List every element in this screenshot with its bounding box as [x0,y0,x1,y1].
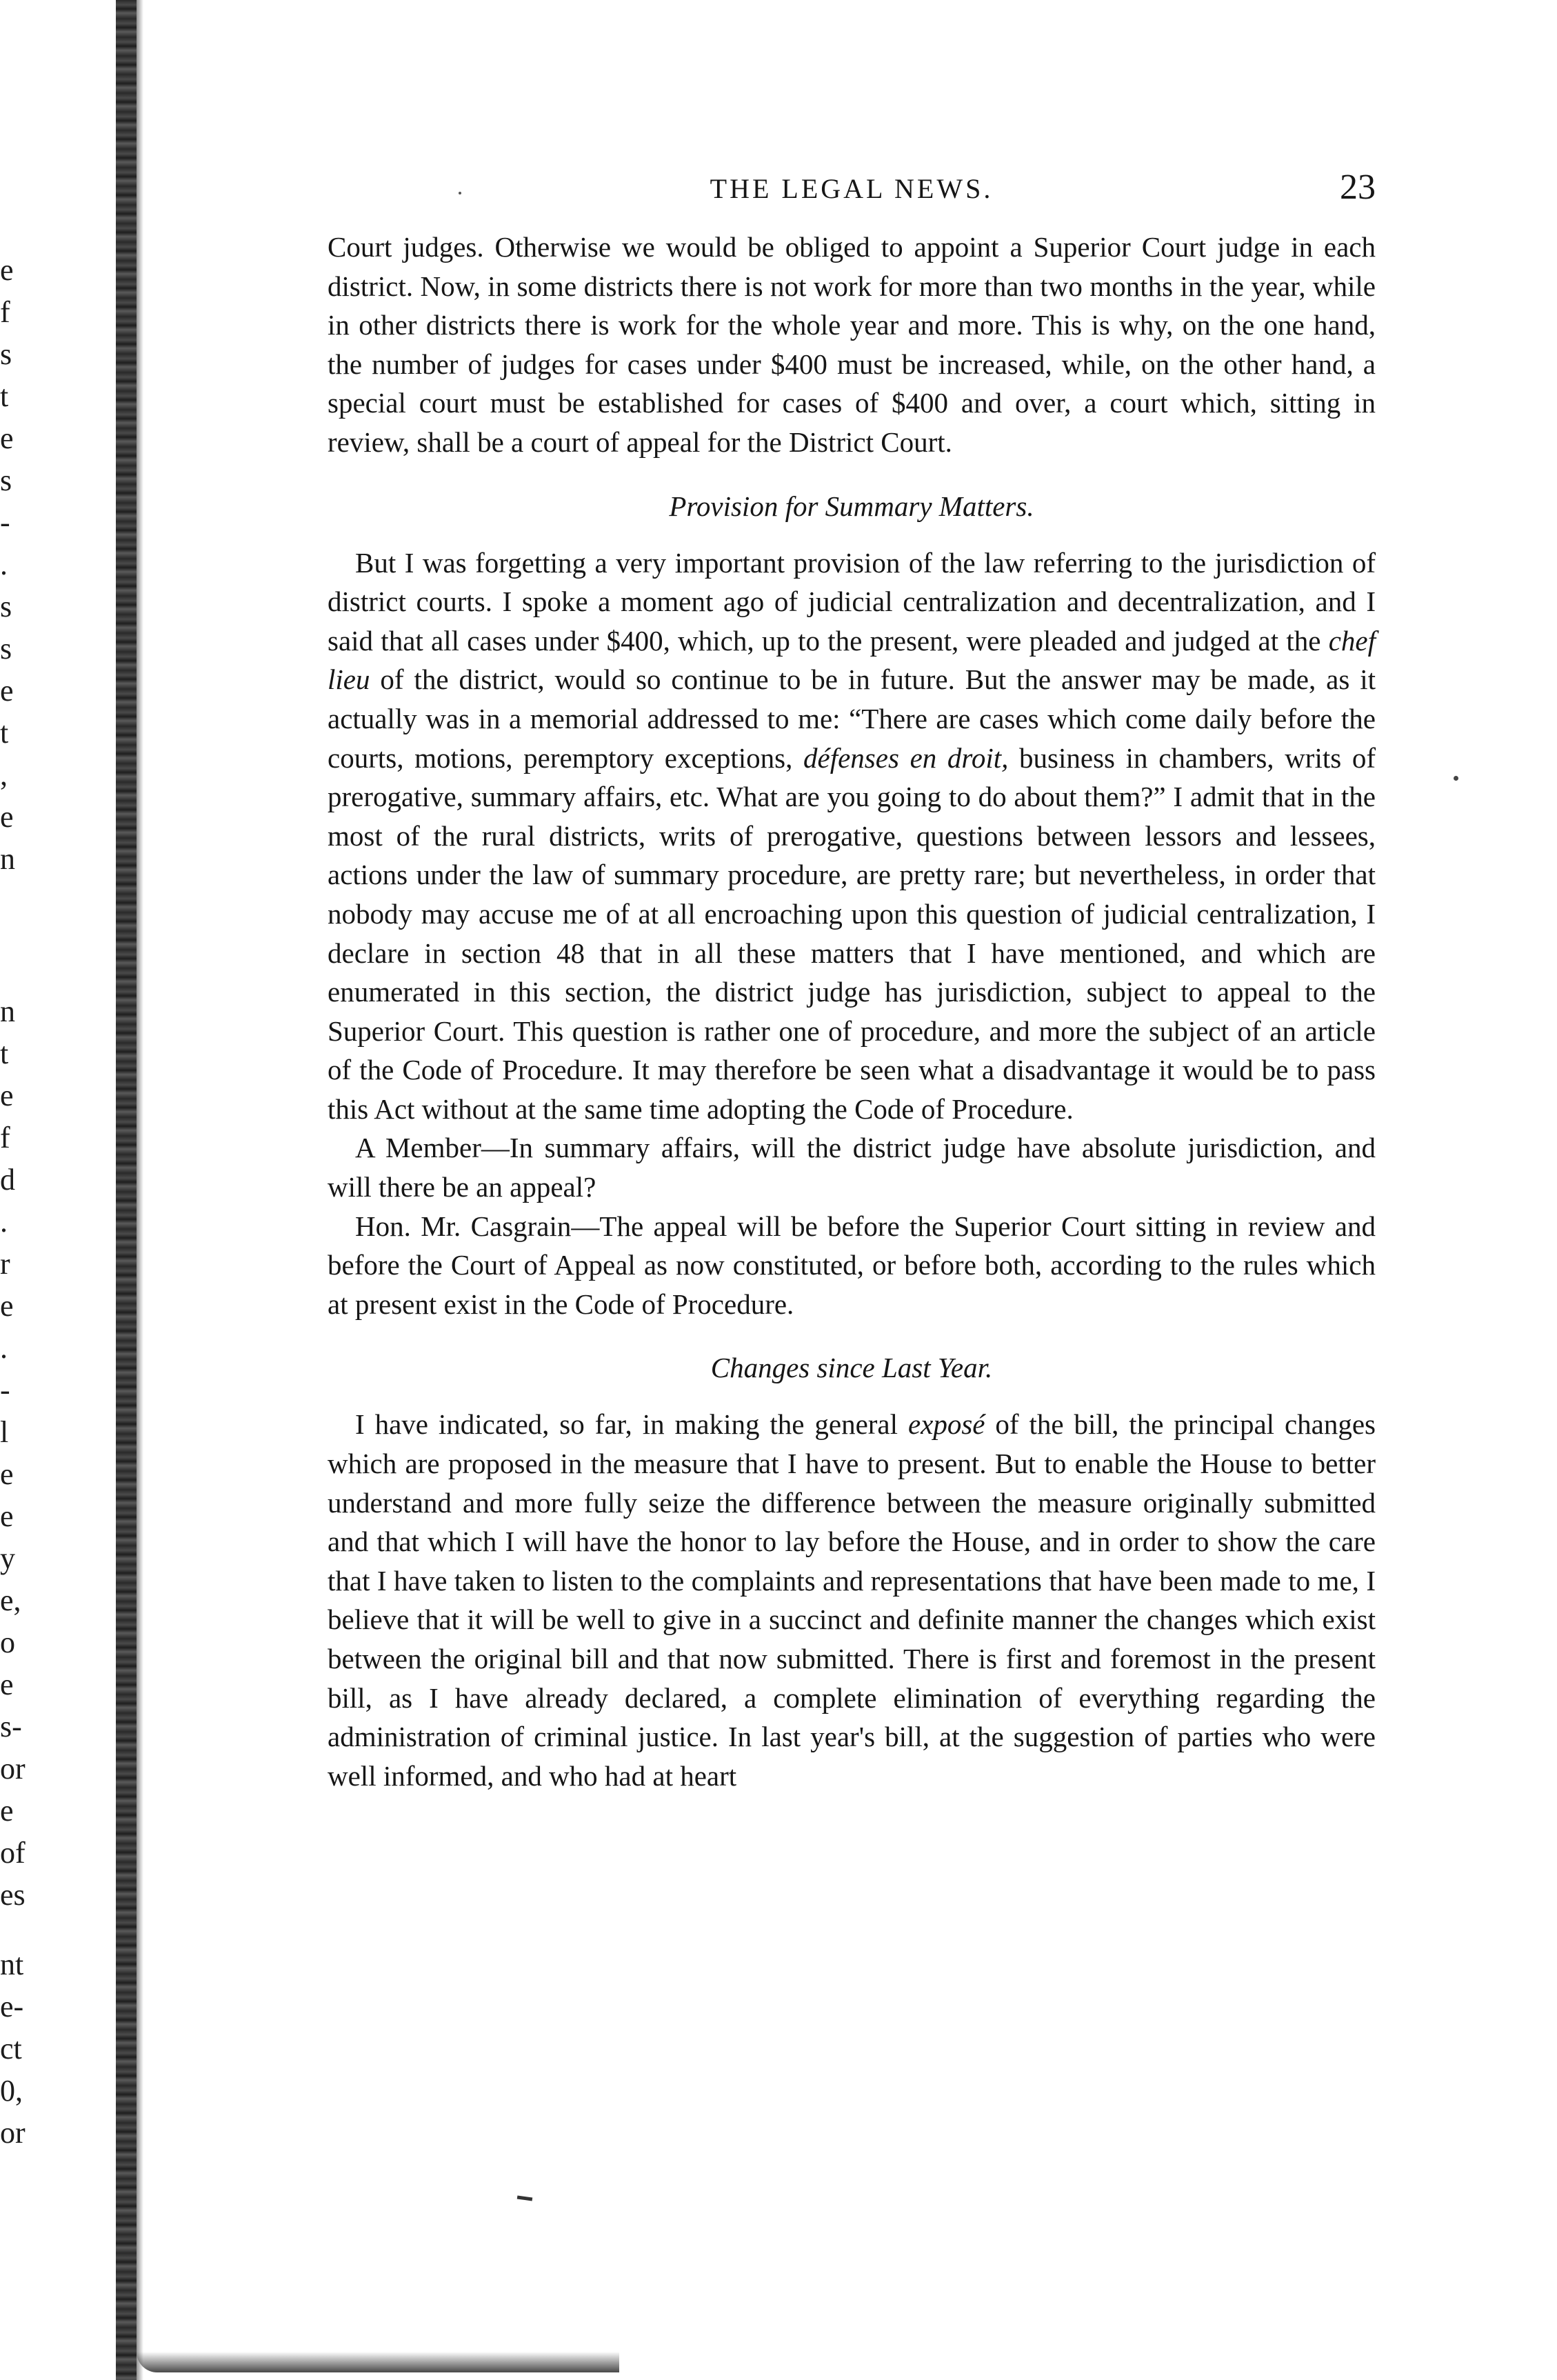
paragraph-1: Court judges. Otherwise we would be obliged to appoint a Superior Court judge in each district. Now, in some districts there is not work for more than two months in the year, while in other districts there is work for the whole year and more. This is why, on the one hand, the number of judges for cases under $400 must be increased, while, on the other hand, a special court must be established for cases of $400 and over, a court which, sitting in review, shall be a court of appeal for the District Court. [328,231,1376,458]
margin-fragment: s- [0,1710,22,1743]
margin-fragment: s [0,337,12,371]
paragraph-5-text-b: of the bill, the principal changes which are proposed in the measure that I have to present. But to enable the House to better understand and more fully seize the difference between the measure originally submitted and that which I will have the honor to lay before the House, and in order to show the care that I have taken to listen to the complaints and representations that have been made to me, I believe that it will be well to give in a succinct and definite manner the changes which exist between the original bill and that now submitted. There is first and foremost in the present bill, as I have already declared, a complete elimination of everything regarding the administration of criminal justice. In last year's bill, at the suggestion of parties who were well informed, and who had at heart [328,1408,1376,1792]
margin-fragment: t [0,379,9,413]
margin-fragment: e [0,1079,14,1112]
section-heading-changes: Changes since Last Year. [710,1352,993,1384]
italic-defenses-en-droit: défenses en droit, [803,741,1009,774]
margin-fragment: e [0,674,14,708]
paragraph-5-text-a: I have indicated, so far, in making the general [355,1408,908,1441]
paragraph-2 [328,543,1376,1129]
margin-fragment: s [0,463,12,497]
margin-fragment: e [0,253,14,287]
margin-fragment: e [0,1499,14,1533]
margin-fragment: e [0,800,14,834]
ink-speck [1454,776,1458,781]
margin-fragment: f [0,1121,10,1154]
page-number: 23 [1340,168,1376,207]
margin-fragment: r [0,1247,10,1281]
margin-fragment: . [0,548,8,581]
margin-fragment: l [0,1415,9,1449]
margin-fragment: d [0,1163,15,1197]
margin-fragment: ct [0,2032,22,2066]
margin-fragment: y [0,1541,15,1575]
margin-fragment: o [0,1626,15,1659]
page-curl-shadow [137,2352,619,2372]
article-column [328,168,1376,2324]
facing-page-fragments [0,255,41,2255]
margin-fragment: f [0,295,10,329]
margin-fragment: n [0,994,15,1028]
margin-fragment: e [0,1457,14,1491]
paragraph-2-text-a: But I was forgetting a very important provision of the law referring to the jurisdiction of district courts. I spoke a moment ago of judicial centralization and decentralization, and I said that all cases under $400, which, up to the present, were pleaded and judged at the [328,546,1376,657]
margin-fragment: 0, [0,2074,23,2108]
margin-fragment: - [0,506,10,539]
margin-fragment: of [0,1836,26,1870]
margin-fragment: t [0,716,9,750]
margin-fragment: s [0,590,12,623]
italic-chef-lieu: chef lieu [328,624,1376,696]
margin-fragment: or [0,1752,26,1786]
margin-fragment: . [0,1205,8,1239]
journal-title: THE LEGAL NEWS. [710,173,994,204]
margin-fragment: . [0,1331,8,1365]
margin-fragment: e [0,421,14,455]
margin-fragment: , [0,758,8,792]
margin-fragment: e, [0,1583,21,1617]
paragraph-2-text-b: of the district, would so continue to be in future. But the answer may be made, as it actually was in a memorial addressed to me: “There are cases which come daily before the courts, motions, peremptory exceptions, [328,663,1376,774]
section-heading-summary-matters: Provision for Summary Matters. [669,490,1034,522]
paragraph-2-text-c: business in chambers, writs of prerogative, summary affairs, etc. What are you going to do about them?” I admit that in the most of the rural districts, writs of prerogative, questions between lessors and lessees, actions under the law of summary procedure, are pretty rare; but nevertheless, in order that nobody may accuse me of at all encroaching upon this question of judicial centralization, I declare in section 48 that in all these matters that I have mentioned, and which are enumerated in this section, the district judge has jurisdiction, subject to appeal to the Superior Court. This question is rather one of procedure, and more the subject of an article of the Code of Procedure. It may therefore be seen what a disadvantage it would be to pass this Act without at the same time adopting the Code of Procedure. [328,741,1376,1125]
paragraph-4: Hon. Mr. Casgrain—The appeal will be before the Superior Court sitting in review and before the Court of Appeal as now constituted, or before both, according to the rules which at present exist in the Code of Procedure. [328,1210,1376,1320]
margin-fragment: e [0,1289,14,1323]
margin-fragment: n [0,842,15,876]
margin-fragment: e [0,1794,14,1828]
binding-edge [116,0,137,2380]
paragraph-3: A Member—In summary affairs, will the district judge have absolute jurisdiction, and will there be an appeal? [328,1132,1376,1203]
margin-fragment: e [0,1668,14,1701]
running-head [328,168,1376,228]
margin-fragment: t [0,1037,9,1070]
margin-fragment: s [0,632,12,666]
paragraph-5 [328,1405,1376,1795]
margin-fragment: es [0,1878,26,1912]
italic-expose: exposé [907,1408,985,1441]
margin-fragment: e- [0,1990,24,2023]
margin-fragment: nt [0,1948,24,1981]
margin-fragment: or [0,2116,26,2150]
margin-fragment: - [0,1373,10,1407]
